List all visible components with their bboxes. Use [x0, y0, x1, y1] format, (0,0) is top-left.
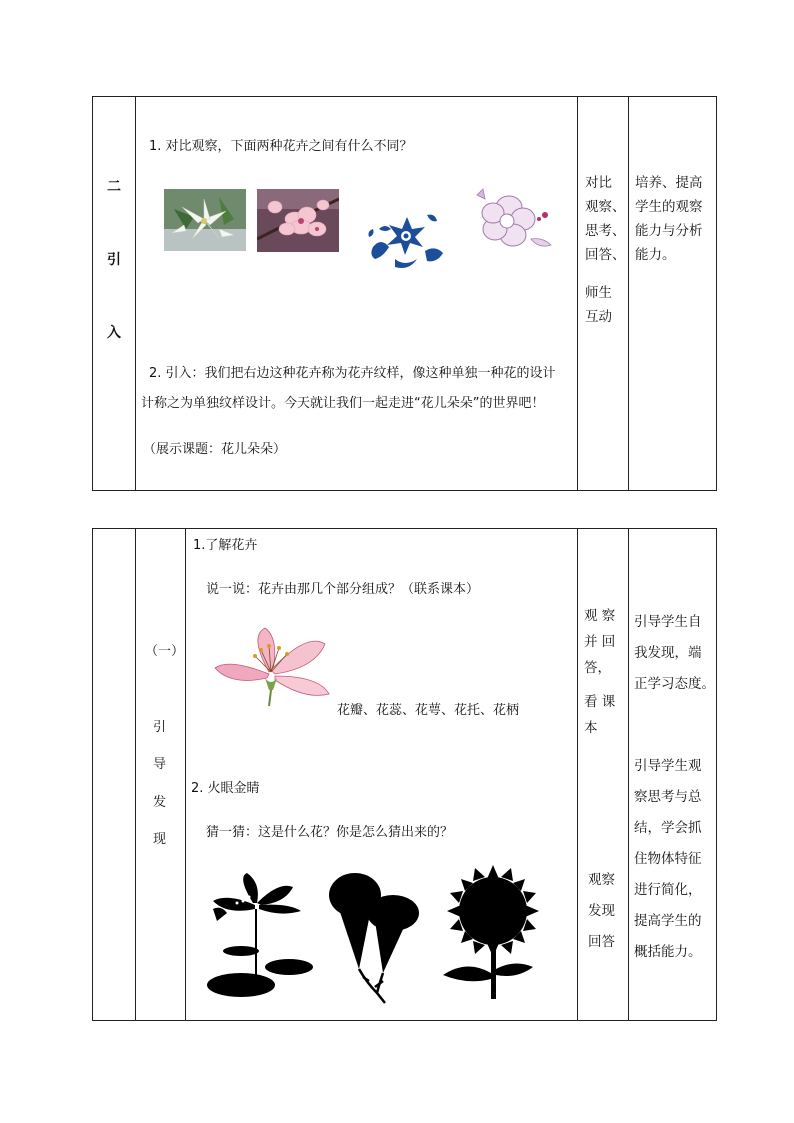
flower-structure-illustration [209, 624, 333, 708]
activity-line: 观察 [588, 872, 615, 888]
purpose-line: 培养、提高 [635, 175, 703, 191]
flower-parts-label: 花瓣、花蕊、花萼、花托、花柄 [337, 703, 520, 718]
stage-char-2: 引 [107, 252, 121, 268]
item-2-title: 2. 火眼金睛 [191, 781, 260, 796]
pink-flower-pattern [469, 185, 555, 255]
stage-char-1: 二 [107, 179, 121, 195]
purpose-line: 我发现，端 [634, 645, 702, 661]
sunflower-silhouette [437, 863, 545, 1003]
question-1: 1. 对比观察，下面两种花卉之间有什么不同？ [149, 139, 413, 154]
peach-blossom-photo [257, 189, 339, 252]
activity-line: 观 察 [584, 608, 616, 624]
purpose-text [635, 171, 717, 267]
activity-line: 本 [584, 720, 598, 736]
activity-line: 思考、 [585, 223, 626, 239]
activity-line: 答， [584, 660, 611, 676]
activity-text-b [588, 865, 626, 958]
activity-line: 回答、 [585, 247, 626, 263]
item-2-question: 猜一猜：这是什么花？你是怎么猜出来的？ [206, 825, 454, 840]
activity-line: 发现 [588, 903, 615, 919]
purpose-line: 住物体特征 [634, 851, 702, 867]
purpose-text-a [634, 607, 718, 700]
activity-line: 互动 [585, 309, 612, 325]
activity-line: 师生 [585, 285, 612, 301]
purpose-line: 引导学生观 [634, 758, 702, 774]
purpose-line: 提高学生的 [634, 913, 702, 929]
purpose-line: 概括能力。 [634, 944, 702, 960]
purpose-line: 察思考与总 [634, 789, 702, 805]
sub-char-4: 现 [153, 832, 167, 847]
blue-floral-pattern [365, 207, 449, 273]
item-1-title: 1.了解花卉 [193, 538, 258, 553]
item-1-question: 说一说：花卉由那几个部分组成？（联系课本） [206, 582, 480, 597]
purpose-line: 结，学会抓 [634, 820, 702, 836]
activity-text-2 [585, 281, 627, 329]
purpose-line: 进行简化， [634, 882, 702, 898]
purpose-text-b [634, 751, 718, 968]
activity-line: 并 回 [584, 634, 616, 650]
purpose-line: 引导学生自 [634, 614, 702, 630]
activity-text-a [584, 603, 626, 741]
lily-photo [164, 189, 246, 251]
activity-line: 回答 [588, 934, 615, 950]
sub-number: （一） [145, 644, 185, 659]
stage-char-3: 入 [107, 325, 121, 341]
activity-line: 观察、 [585, 199, 626, 215]
activity-line: 看 课 [584, 694, 616, 710]
guide-table [92, 528, 717, 1021]
activity-text [585, 171, 627, 267]
intro-table [92, 96, 717, 491]
topic-line: （展示课题：花儿朵朵） [143, 442, 287, 457]
question-2-line-1: 2. 引入：我们把右边这种花卉称为花卉纹样，像这种单独一种花的设计 [149, 366, 556, 381]
sub-char-1: 引 [153, 720, 167, 735]
sub-char-3: 发 [153, 795, 167, 810]
purpose-line: 正学习态度。 [634, 676, 715, 692]
sub-char-2: 导 [153, 757, 167, 772]
activity-line: 对比 [585, 175, 612, 191]
morning-glory-silhouette [329, 873, 421, 1005]
question-2-line-2: 计称之为单独纹样设计。今天就让我们一起走进“花儿朵朵”的世界吧！ [141, 396, 545, 411]
purpose-line: 能力与分析 [635, 223, 703, 239]
lotus-silhouette [207, 873, 315, 997]
purpose-line: 学生的观察 [635, 199, 703, 215]
purpose-line: 能力。 [635, 247, 676, 263]
